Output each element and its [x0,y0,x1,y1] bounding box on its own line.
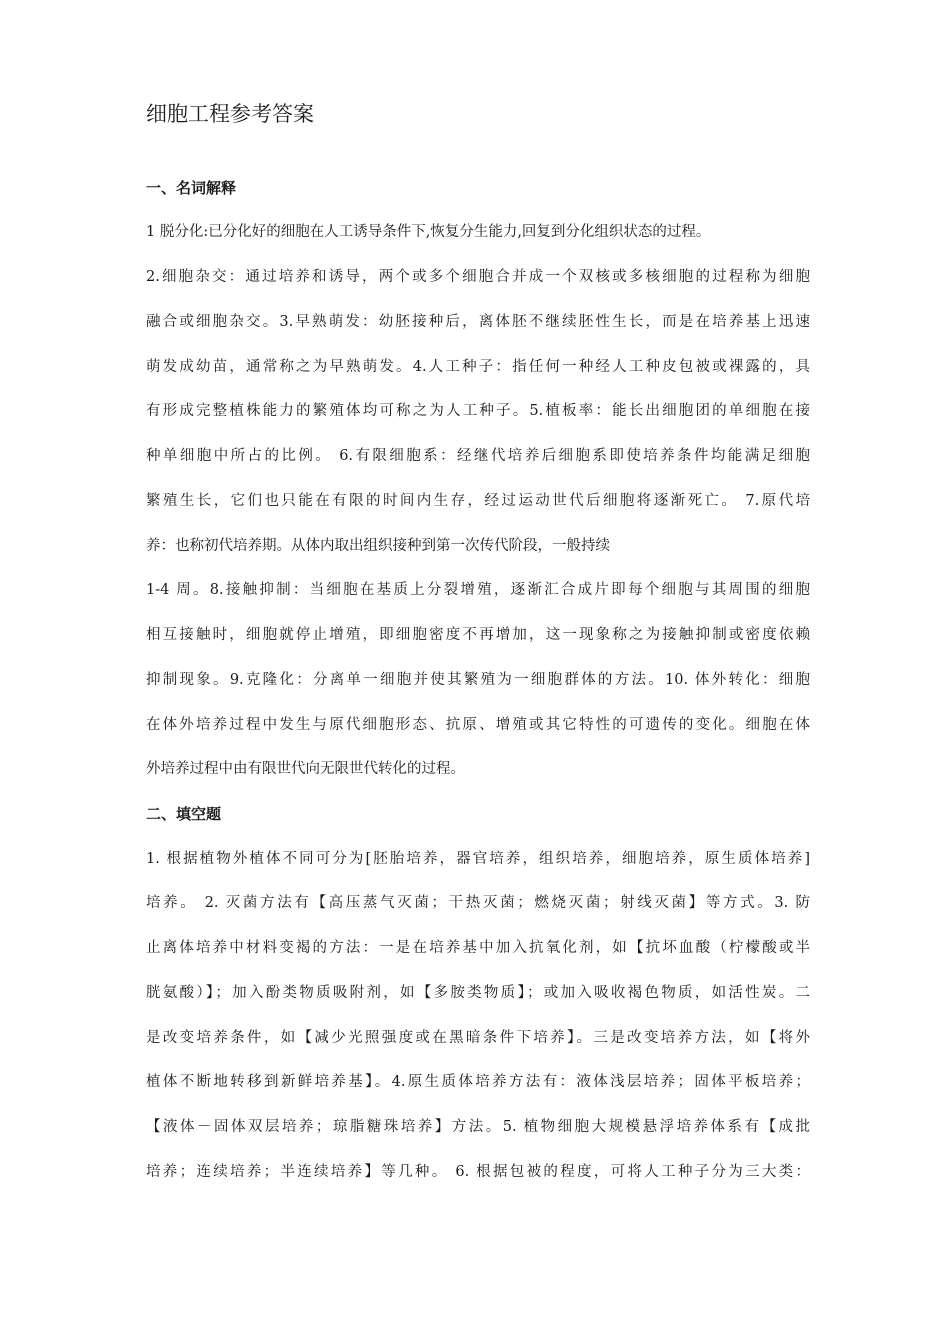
paragraph-line: 抑制现象。9.克隆化：分离单一细胞并使其繁殖为一细胞群体的方法。10. 体外转化：细胞 [146,672,811,688]
paragraph-line: 植体不断地转移到新鲜培养基】。4.原生质体培养方法有：液体浅层培养；固体平板培养； [146,1074,810,1090]
section-heading-fill-in: 二、填空题 [146,805,222,823]
paragraph-line: 养：也称初代培养期。从体内取出组织接种到第一次传代阶段，一般持续 [146,538,610,554]
paragraph-line: 1 脱分化:已分化好的细胞在人工诱导条件下,恢复分生能力,回复到分化组织状态的过程。 [146,224,711,240]
section-heading-definitions: 一、名词解释 [146,179,237,197]
paragraph-line: 1. 根据植物外植体不同可分为[胚胎培养，器官培养，组织培养，细胞培养，原生质体培养] [146,851,810,867]
paragraph-line: 外培养过程中由有限世代向无限世代转化的过程。 [146,761,465,777]
paragraph-line: 【液体－固体双层培养；琼脂糖珠培养】方法。5. 植物细胞大规模悬浮培养体系有【成批 [146,1119,810,1135]
paragraph-line: 1-4 周。8.接触抑制：当细胞在基质上分裂增殖，逐渐汇合成片即每个细胞与其周围的细胞 [146,582,810,598]
paragraph-line: 相互接触时，细胞就停止增殖，即细胞密度不再增加，这一现象称之为接触抑制或密度依赖 [146,627,810,643]
paragraph-line: 是改变培养条件，如【减少光照强度或在黑暗条件下培养】。三是改变培养方法，如【将外 [146,1030,810,1046]
paragraph-line: 种单细胞中所占的比例。 6.有限细胞系：经继代培养后细胞系即使培养条件均能满足细胞 [146,448,810,464]
page-title: 细胞工程参考答案 [146,102,314,126]
paragraph-line: 融合或细胞杂交。3.早熟萌发：幼胚接种后，离体胚不继续胚性生长，而是在培养基上迅速 [146,314,810,330]
paragraph-line: 培养。 2. 灭菌方法有【高压蒸气灭菌；干热灭菌；燃烧灭菌；射线灭菌】等方式。3. 防 [146,895,810,911]
paragraph-line: 止离体培养中材料变褐的方法：一是在培养基中加入抗氧化剂，如【抗坏血酸（柠檬酸或半 [146,940,810,956]
paragraph-line: 繁殖生长，它们也只能在有限的时间内生存，经过运动世代后细胞将逐渐死亡。 7.原代培 [146,493,810,509]
paragraph-line: 2.细胞杂交：通过培养和诱导，两个或多个细胞合并成一个双核或多核细胞的过程称为细胞 [146,269,810,285]
paragraph-line: 在体外培养过程中发生与原代细胞形态、抗原、增殖或其它特性的可遗传的变化。细胞在体 [146,717,810,733]
paragraph-line: 萌发成幼苗，通常称之为早熟萌发。4.人工种子：指任何一种经人工种皮包被或裸露的，具 [146,359,810,375]
paragraph-line: 胱氨酸）】；加入酚类物质吸附剂，如【多胺类物质】；或加入吸收褐色物质，如活性炭。二 [146,985,810,1001]
paragraph-line: 培养；连续培养；半连续培养】等几种。 6. 根据包被的程度，可将人工种子分为三大类： [146,1164,810,1180]
paragraph-line: 有形成完整植株能力的繁殖体均可称之为人工种子。5.植板率：能长出细胞团的单细胞在接 [146,403,810,419]
